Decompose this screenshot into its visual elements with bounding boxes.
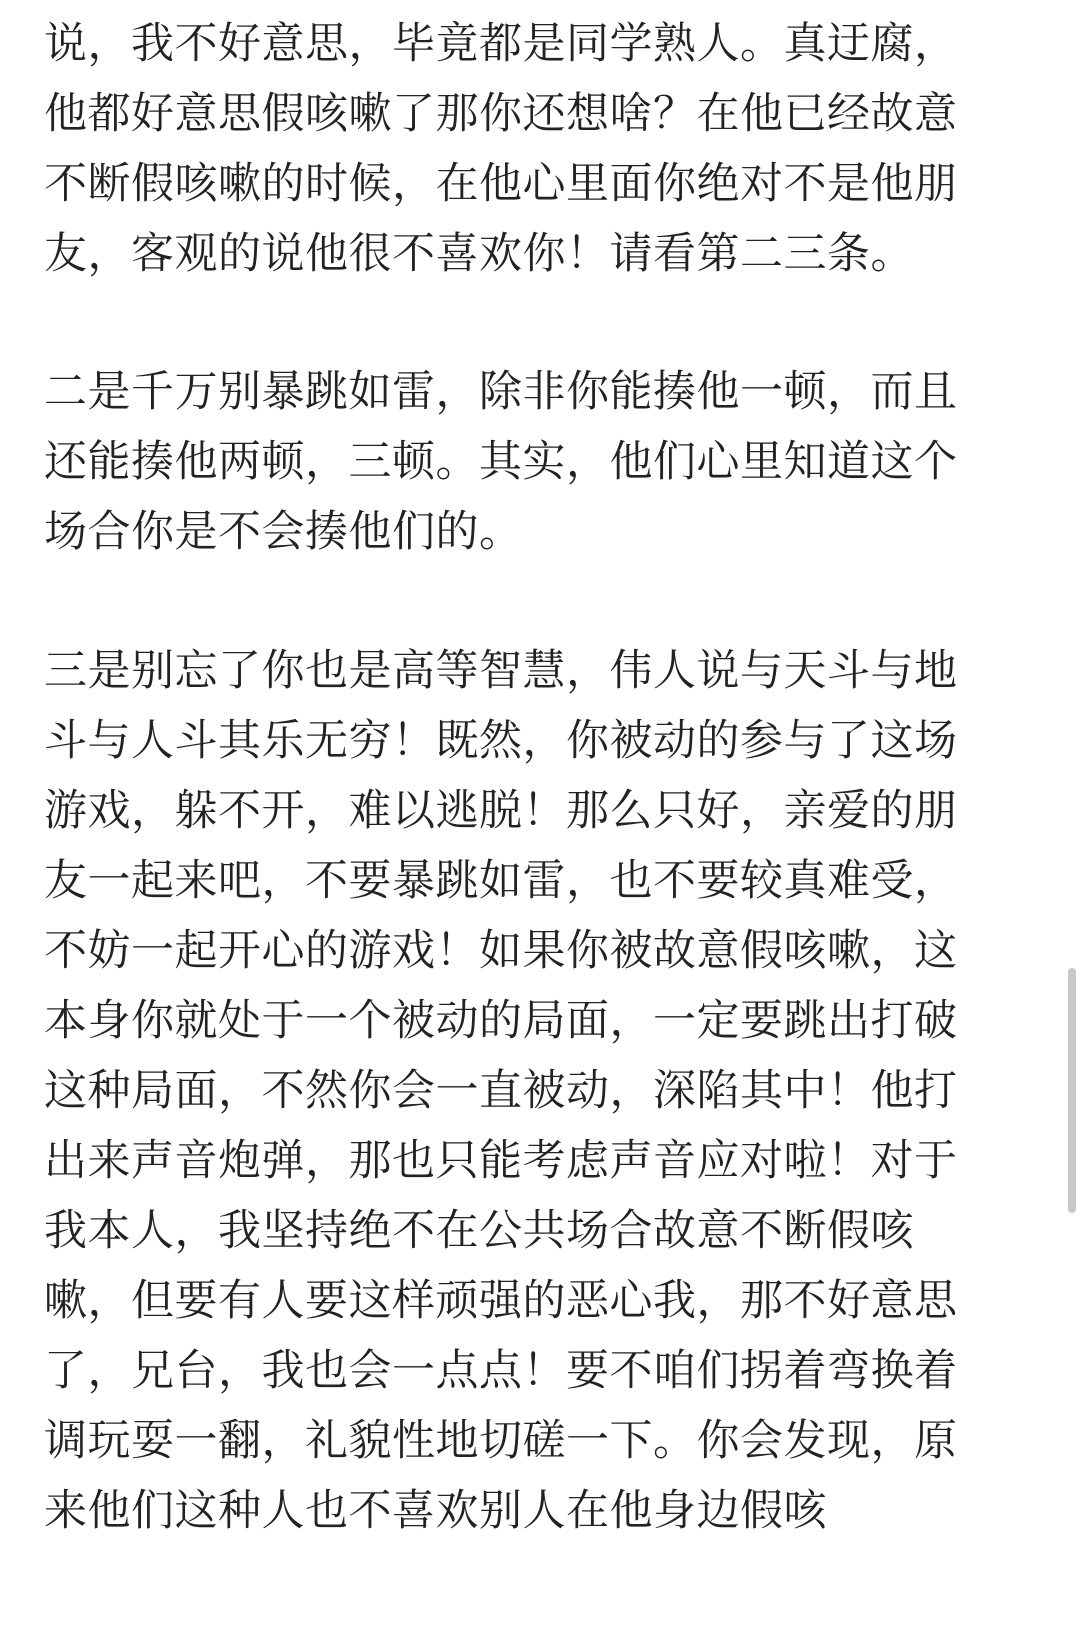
text-line: 友，客观的说他很不喜欢你！请看第二三条。 <box>44 229 914 279</box>
text-line: 调玩耍一翻，礼貌性地切磋一下。你会发现，原 <box>44 1416 958 1466</box>
text-line: 不断假咳嗽的时候，在他心里面你绝对不是他朋 <box>44 159 958 209</box>
text-line: 斗与人斗其乐无穷！既然，你被动的参与了这场 <box>44 716 958 766</box>
text-line: 我本人，我坚持绝不在公共场合故意不断假咳 <box>44 1206 914 1256</box>
text-line: 来他们这种人也不喜欢别人在他身边假咳 <box>44 1486 827 1536</box>
text-line: 出来声音炮弹，那也只能考虑声音应对啦！对于 <box>44 1136 958 1186</box>
text-line: 本身你就处于一个被动的局面，一定要跳出打破 <box>44 996 958 1046</box>
scrollbar-thumb[interactable] <box>1068 968 1076 1213</box>
text-line: 他都好意思假咳嗽了那你还想啥？在他已经故意 <box>44 89 958 139</box>
text-line: 不妨一起开心的游戏！如果你被故意假咳嗽，这 <box>44 926 958 976</box>
text-line: 三是别忘了你也是高等智慧，伟人说与天斗与地 <box>44 646 958 696</box>
text-line: 场合你是不会揍他们的。 <box>44 507 523 557</box>
text-line: 游戏，躲不开，难以逃脱！那么只好，亲爱的朋 <box>44 786 958 836</box>
text-line: 友一起来吧，不要暴跳如雷，也不要较真难受， <box>44 856 958 906</box>
text-line: 二是千万别暴跳如雷，除非你能揍他一顿，而且 <box>44 367 958 417</box>
text-line: 了，兄台，我也会一点点！要不咱们拐着弯换着 <box>44 1346 958 1396</box>
text-line: 说，我不好意思，毕竟都是同学熟人。真迂腐， <box>44 19 958 69</box>
text-line: 嗽，但要有人要这样顽强的恶心我，那不好意思 <box>44 1276 958 1326</box>
text-line: 还能揍他两顿，三顿。其实，他们心里知道这个 <box>44 437 958 487</box>
text-line: 这种局面，不然你会一直被动，深陷其中！他打 <box>44 1066 958 1116</box>
